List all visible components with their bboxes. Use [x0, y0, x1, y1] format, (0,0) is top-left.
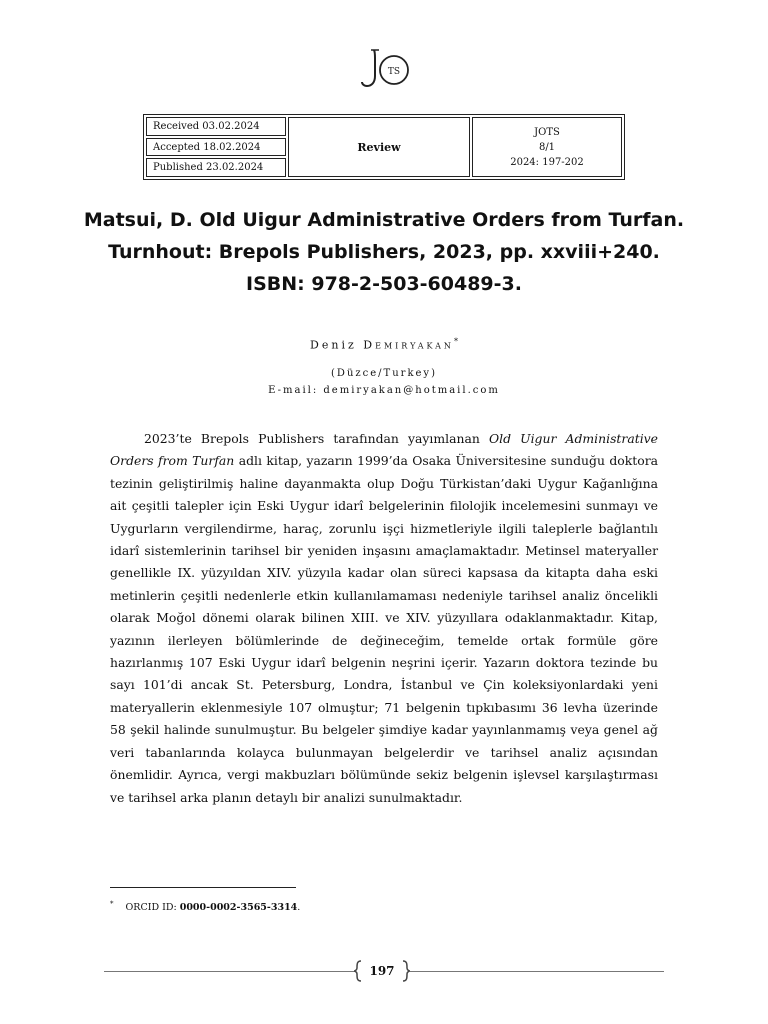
orcid-id[interactable]: 0000-0002-3565-3314	[179, 902, 298, 914]
published-date: Published 23.02.2024	[146, 158, 286, 177]
journal-pages: 2024: 197-202	[510, 156, 584, 168]
book-title-italic: Old Uigur Administrative Orders from Turfan	[110, 431, 658, 469]
author-affiliation	[0, 365, 768, 399]
footnote-rule	[110, 887, 296, 888]
page-number-box	[354, 960, 410, 982]
article-info-box	[143, 114, 625, 180]
page-number: 197	[369, 964, 395, 978]
footnote-mark: *	[110, 900, 114, 908]
accepted-date: Accepted 18.02.2024	[146, 138, 286, 157]
author-name	[0, 337, 768, 352]
journal-info	[472, 117, 622, 177]
received-date: Received 03.02.2024	[146, 117, 286, 136]
footnote	[110, 900, 300, 913]
author-first-name: Deniz	[310, 338, 357, 352]
body-text-start: 2023’te Brepols Publishers tarafından yayımlanan	[144, 431, 489, 446]
dates-column	[146, 117, 286, 177]
svg-text:TS: TS	[387, 67, 401, 77]
article-title: Matsui, D. Old Uigur Administrative Orders from Turfan. Turnhout: Brepols Publishers, 2023, pp. xxviii+240. ISBN: 978-2-503-60489-3.	[83, 209, 685, 295]
footnote-label: ORCID ID:	[125, 902, 180, 914]
body-text-rest: adlı kitap, yazarın 1999’da Osaka Üniversitesine sunduğu doktora tezinin geliştirilmiş haline dayanmakta olup Doğu Türkistan’daki Uygur Kağanlığına ait çeşitli talepler için Eski Uygur idarî belgelerinin filolojik incelemesini sunmayı ve Uygurların vergilendirme, haraç, zorunlu işçi hizmetleriyle ilgili taleplerle bağlantılı idarî sistemlerinin tarihsel bir yeniden inşasını amaçlamaktadır. Metinsel materyaller genellikle IX. yüzyıldan XIV. yüzyıla kadar olan süreci kapsasa da kitapta daha eski metinlerin çeşitli nedenlerle etkin kullanılamaması nedeniyle tarihsel analiz öncelikli olarak Moğol dönemi olarak bilinen XIII. ve XIV. yüzyıllara odaklanmaktadır. Kitap, yazının ilerleyen bölümlerinde de değineceğim, temelde ortak formüle göre hazırlanmış 107 Eski Uygur idarî belgenin neşrini içerir. Yazarın doktora tezinde bu sayı 101’di ancak St. Petersburg, Londra, İstanbul ve Çin koleksiyonlardaki yeni materyallerin eklenmesiyle 107 olmuştur; 71 belgenin tıpkıbasımı 36 levha üzerinde 58 şekil halinde sunulmuştur. Bu belgeler şimdiye kadar yayınlanmamış veya genel ağ veri tabanlarında kolayca bulunmayan belgelerdir ve tarihsel analiz açısından önemlidir. Ayrıca, vergi makbuzları bölümünde sekiz belgenin işlevsel karşılaştırması ve tarihsel arka planın detaylı bir analizi sunulmaktadır.	[110, 453, 659, 805]
footnote-end: .	[297, 902, 301, 914]
journal-volume: 8/1	[538, 141, 556, 153]
body-paragraph	[110, 428, 658, 809]
author-last-name: Demiryakan	[363, 338, 454, 352]
author-location: (Düzce/Turkey)	[331, 368, 437, 379]
footer-line-right	[410, 971, 664, 972]
footer-line-left	[104, 971, 356, 972]
journal-logo-icon	[358, 48, 414, 88]
journal-name: JOTS	[534, 126, 560, 138]
author-email[interactable]: E-mail: demiryakan@hotmail.com	[268, 385, 500, 396]
article-type: Review	[288, 117, 470, 177]
author-footnote-mark: *	[453, 337, 458, 346]
